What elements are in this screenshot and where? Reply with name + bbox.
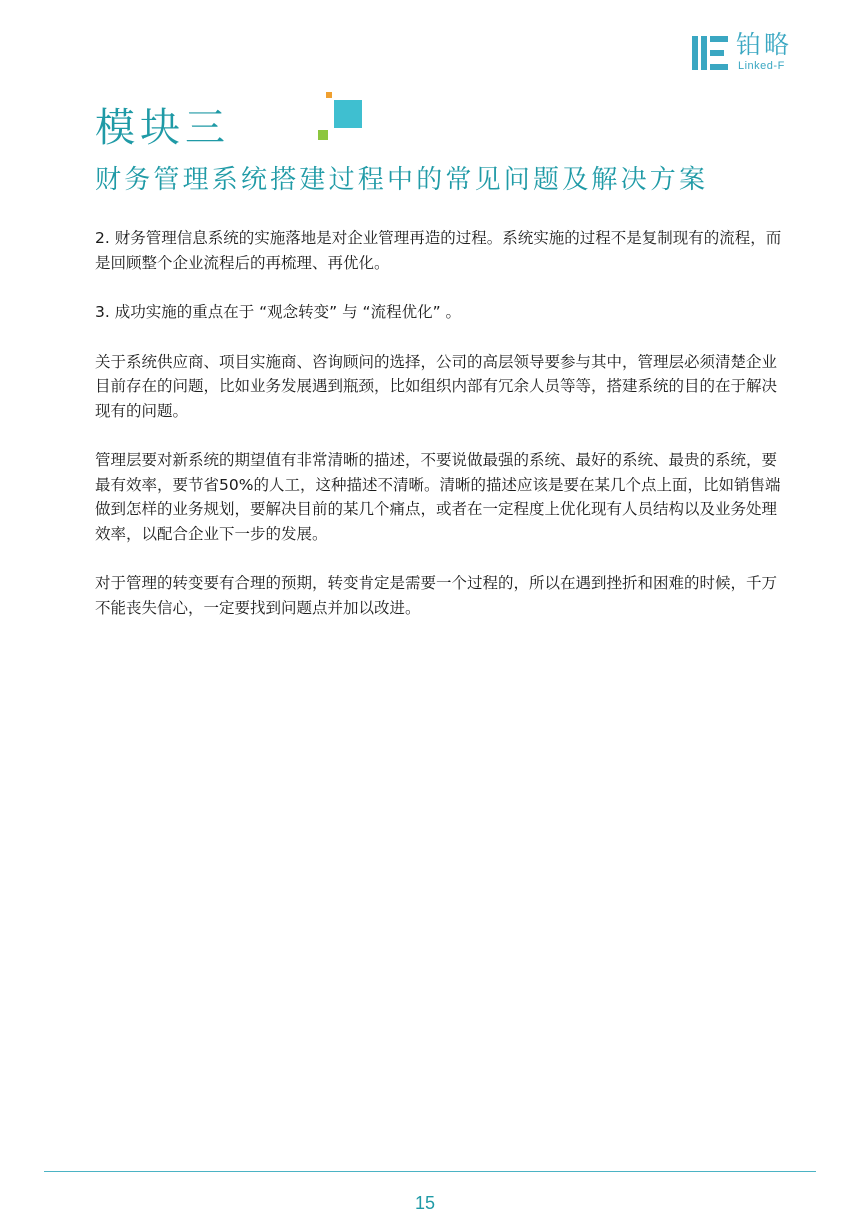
paragraph-1: 2. 财务管理信息系统的实施落地是对企业管理再造的过程。系统实施的过程不是复制现有的流程，而是回顾整个企业流程后的再梳理、再优化。: [95, 229, 782, 272]
decorative-squares-icon: [318, 92, 366, 144]
paragraph-4: 管理层要对新系统的期望值有非常清晰的描述，不要说做最强的系统、最好的系统、最贵的系统，要最有效率，要节省50%的人工，这种描述不清晰。清晰的描述应该是要在某几个点上面，比如销售端做到怎样的业务规划，要解决目前的某几个痛点，或者在一定程度上优化现有人员结构以及业务处理效率，以配合企业下一步的发展。: [95, 451, 781, 543]
body-content: [95, 226, 785, 645]
logo-brand-text: 铂略: [736, 30, 793, 59]
paragraph-2: 3. 成功实施的重点在于 “观念转变” 与 “流程优化” 。: [95, 303, 462, 321]
logo-mark-icon: [692, 34, 730, 72]
logo-sub-text: Linked-F: [738, 60, 785, 72]
company-logo: [692, 30, 812, 74]
module-title: 模块三: [95, 105, 230, 151]
paragraph-3: 关于系统供应商、项目实施商、咨询顾问的选择，公司的高层领导要参与其中，管理层必须清楚企业目前存在的问题，比如业务发展遇到瓶颈，比如组织内部有冗余人员等等，搭建系统的目的在于解决现有的问题。: [95, 352, 778, 420]
section-subtitle: 财务管理系统搭建过程中的常见问题及解决方案: [95, 165, 709, 195]
footer-divider: [44, 1171, 816, 1172]
paragraph-5: 对于管理的转变要有合理的预期，转变肯定是需要一个过程的，所以在遇到挫折和困难的时候，千万不能丧失信心，一定要找到问题点并加以改进。: [95, 574, 778, 617]
page-number: 15: [414, 1193, 436, 1213]
